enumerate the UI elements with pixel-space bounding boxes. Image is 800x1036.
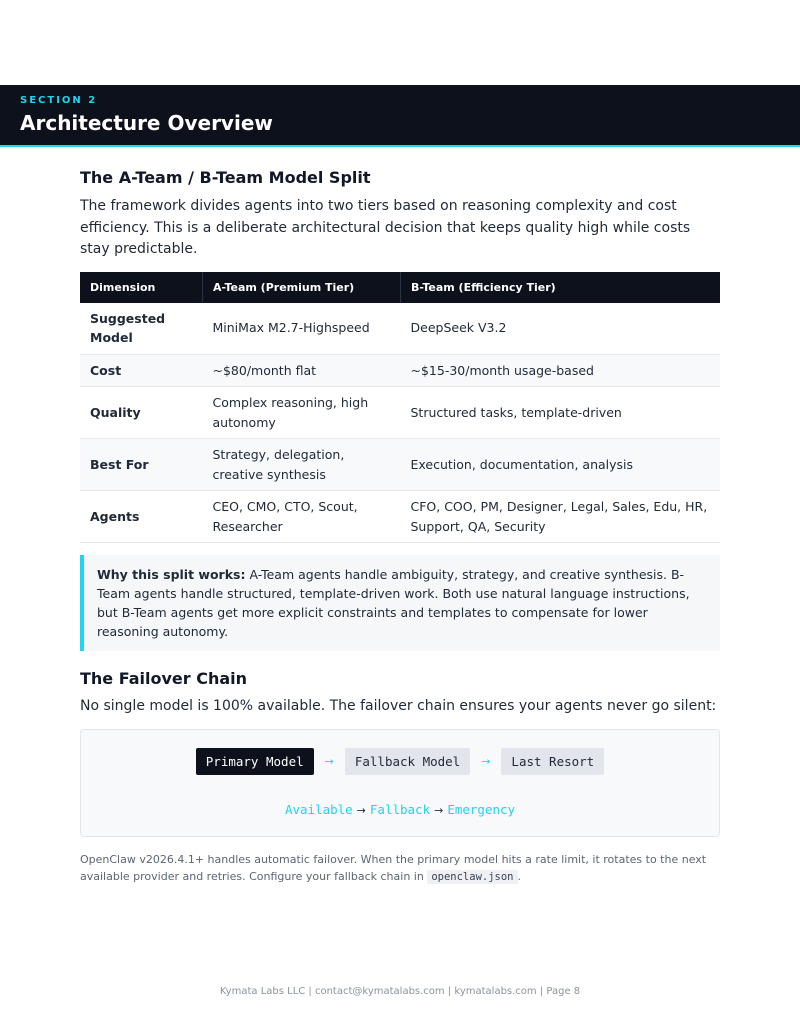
table-header-row [80,272,720,303]
row-dimension: Suggested Model [80,303,203,355]
note-text: OpenClaw v2026.4.1+ handles automatic failover. When the primary model hits a rate limit, it rotates to the next available provider and retries. Configure your fallback chain in [80,853,707,883]
row-b-team: Structured tasks, template-driven [401,387,721,439]
header-b-team: B-Team (Efficiency Tier) [401,272,721,303]
table-row [80,439,720,491]
node-last-resort: Last Resort [501,748,604,775]
row-dimension: Cost [80,354,203,387]
section-label: SECTION 2 [20,95,98,106]
failover-chain [81,748,719,775]
row-dimension: Agents [80,491,203,543]
chain-arrow-icon: → [324,755,334,768]
row-dimension: Best For [80,439,203,491]
table-row [80,354,720,387]
table-row [80,303,720,355]
table-row [80,491,720,543]
tier-comparison-table [80,272,720,544]
chain-arrow-icon: → [481,755,491,768]
failover-heading: The Failover Chain [80,669,248,688]
main-content [80,168,720,886]
failover-note [80,851,720,886]
section-title: Architecture Overview [20,111,273,135]
failover-intro: No single model is 100% available. The failover chain ensures your agents never go silent: [80,698,717,714]
row-a-team: MiniMax M2.7-Highspeed [203,303,401,355]
status-arrow-icon: → [434,804,444,817]
header-dimension: Dimension [80,272,203,303]
status-available: Available [284,802,353,817]
row-a-team: Strategy, delegation, creative synthesis [203,439,401,491]
config-filename: openclaw.json [427,870,517,884]
row-b-team: ~$15-30/month usage-based [401,354,721,387]
failover-diagram [80,729,720,837]
callout-body: A-Team agents handle ambiguity, strategy, and creative synthesis. B-Team agents handle structured, template-driven work. Both use natural language instructions, but B-Team agents get more explicit constraints and templates to compensate for lower reasoning autonomy. [97,567,690,639]
row-dimension: Quality [80,387,203,439]
row-a-team: ~$80/month flat [203,354,401,387]
failover-status-row [81,802,719,817]
header-a-team: A-Team (Premium Tier) [203,272,401,303]
row-a-team: Complex reasoning, high autonomy [203,387,401,439]
page-footer: Kymata Labs LLC | contact@kymatalabs.com | kymatalabs.com | Page 8 [219,986,581,997]
node-primary-model: Primary Model [196,748,314,775]
table-row [80,387,720,439]
split-callout [80,555,720,651]
section-header [0,85,800,147]
split-intro: The framework divides agents into two tiers based on reasoning complexity and cost efficiency. This is a deliberate architectural decision that keeps quality high while costs stay predictable. [80,198,691,257]
split-heading: The A-Team / B-Team Model Split [80,168,371,187]
status-arrow-icon: → [356,804,366,817]
status-emergency: Emergency [447,802,516,817]
callout-lead: Why this split works: [97,567,246,582]
row-a-team: CEO, CMO, CTO, Scout, Researcher [203,491,401,543]
status-fallback: Fallback [369,802,431,817]
row-b-team: Execution, documentation, analysis [401,439,721,491]
row-b-team: DeepSeek V3.2 [401,303,721,355]
note-end: . [517,870,521,883]
node-fallback-model: Fallback Model [345,748,470,775]
row-b-team: CFO, COO, PM, Designer, Legal, Sales, Edu, HR, Support, QA, Security [401,491,721,543]
